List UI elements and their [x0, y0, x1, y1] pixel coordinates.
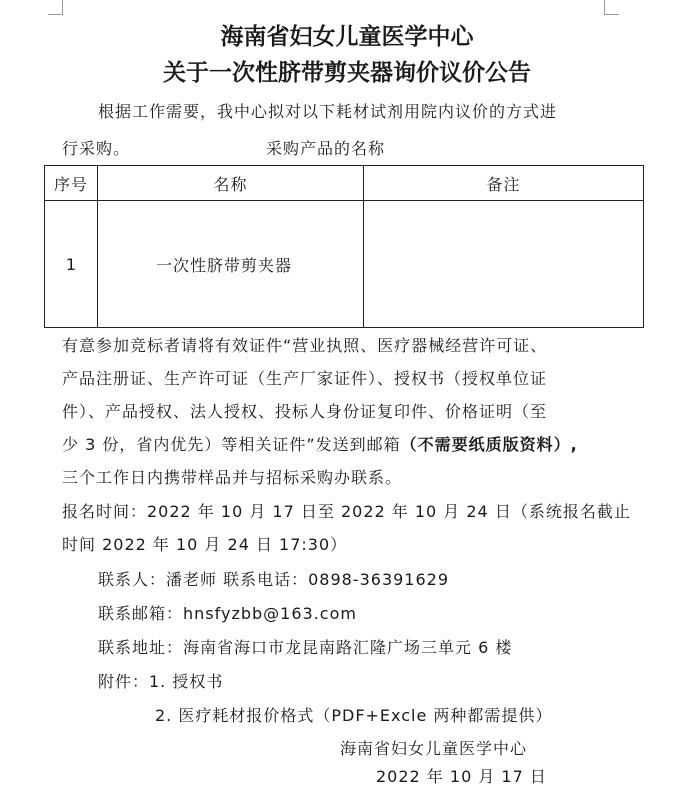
table-header-row	[45, 166, 644, 201]
row-note	[364, 201, 644, 328]
document-title-line2: 关于一次性脐带剪夹器询价议价公告	[163, 60, 531, 86]
body-line3: 件）、产品授权、法人授权、投标人身份证复印件、价格证明（至	[62, 402, 548, 421]
signup-line1: 报名时间：2022 年 10 月 17 日至 2022 年 10 月 24 日（系统报名截止	[62, 502, 631, 521]
signature-date: 2022 年 10 月 17 日	[376, 767, 547, 786]
row-name: 一次性脐带剪夹器	[156, 255, 293, 275]
header-name: 名称	[98, 166, 364, 201]
margin-crop-mark-right	[604, 0, 619, 15]
row-no: 1	[45, 201, 98, 328]
attachment-item2: 2. 医疗耗材报价格式（PDF+Excle 两种都需提供）	[155, 706, 553, 725]
contact-person: 联系人：潘老师 联系电话：0898-36391629	[98, 570, 450, 589]
body-line4-bold: （不需要纸质版资料）,	[400, 435, 578, 454]
header-no: 序号	[45, 166, 98, 201]
attachment-item1: 附件：1. 授权书	[98, 672, 224, 691]
row-name-cell	[98, 201, 364, 328]
body-line5: 三个工作日内携带样品并与招标采购办联系。	[62, 468, 403, 487]
table-row	[45, 201, 644, 328]
body-line2: 产品注册证、生产许可证（生产厂家证件）、授权书（授权单位证	[62, 369, 548, 388]
body-line4-normal: 少 3 份，省内优先）等相关证件”发送到邮箱	[62, 435, 401, 454]
document-title-line1: 海南省妇女儿童医学中心	[220, 24, 474, 50]
body-line4	[62, 432, 578, 455]
intro-line2: 行采购。	[62, 139, 131, 158]
contact-address: 联系地址：海南省海口市龙昆南路汇隆广场三单元 6 楼	[98, 638, 513, 657]
signature-org: 海南省妇女儿童医学中心	[340, 739, 528, 758]
body-line1: 有意参加竞标者请将有效证件“营业执照、医疗器械经营许可证、	[62, 336, 548, 355]
header-note: 备注	[364, 166, 644, 201]
signup-line2: 时间 2022 年 10 月 24 日 17:30）	[62, 535, 348, 554]
intro-line1: 根据工作需要，我中心拟对以下耗材试剂用院内议价的方式进	[98, 102, 558, 121]
contact-email: 联系邮箱：hnsfyzbb@163.com	[98, 604, 357, 623]
product-table	[44, 165, 644, 328]
margin-crop-mark-left	[48, 0, 63, 15]
table-caption: 采购产品的名称	[266, 139, 386, 158]
